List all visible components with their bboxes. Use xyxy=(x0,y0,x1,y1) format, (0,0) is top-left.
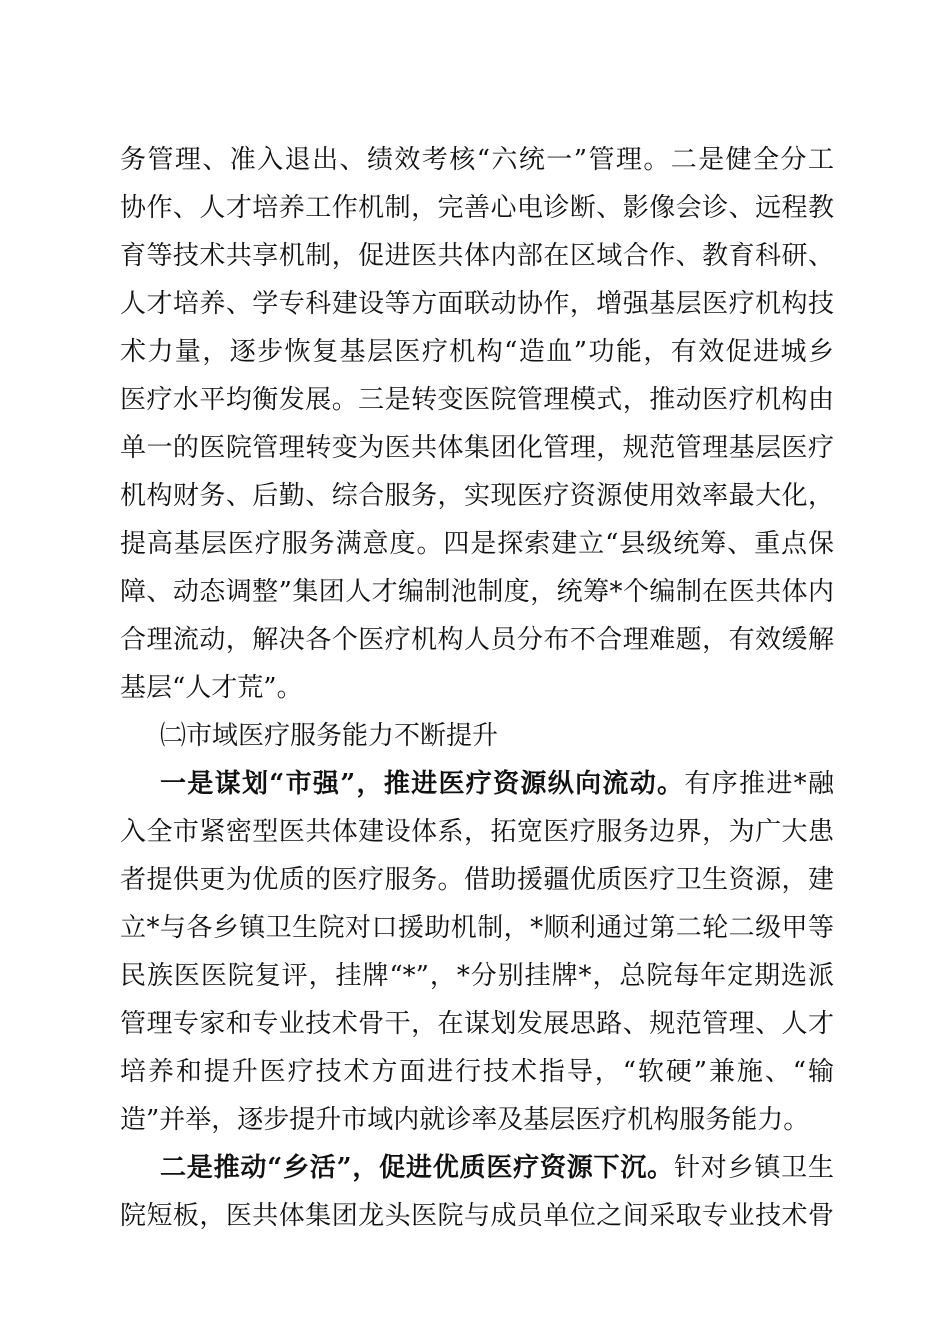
paragraph-lead: 二是推动“乡活”，促进优质医疗资源下沉。 xyxy=(160,1153,674,1183)
paragraph-text: 有序推进*融 xyxy=(684,769,834,799)
paragraph-line: 协作、人才培养工作机制，完善心电诊断、影像会诊、远程教 xyxy=(120,193,834,223)
paragraph-line: 医疗水平均衡发展。三是转变医院管理模式，推动医疗机构由 xyxy=(120,385,834,415)
paragraph-line: 障、动态调整”集团人才编制池制度，统筹*个编制在医共体内 xyxy=(120,577,834,607)
paragraph-line: 者提供更为优质的医疗服务。借助援疆优质医疗卫生资源，建 xyxy=(120,865,834,895)
paragraph-first-line xyxy=(160,769,834,799)
paragraph-line: 管理专家和专业技术骨干，在谋划发展思路、规范管理、人才 xyxy=(120,1009,834,1039)
paragraph-line: 基层“人才荒”。 xyxy=(120,673,303,703)
section-heading: ㈡市域医疗服务能力不断提升 xyxy=(160,721,499,751)
paragraph-line: 民族医医院复评，挂牌“*”，*分别挂牌*，总院每年定期选派 xyxy=(120,961,834,991)
paragraph-line: 机构财务、后勤、综合服务，实现医疗资源使用效率最大化， xyxy=(120,481,834,511)
paragraph-line: 造”并举，逐步提升市域内就诊率及基层医疗机构服务能力。 xyxy=(120,1105,810,1135)
paragraph-first-line xyxy=(160,1153,834,1183)
paragraph-line: 人才培养、学专科建设等方面联动协作，增强基层医疗机构技 xyxy=(120,289,834,319)
paragraph-line: 务管理、准入退出、绩效考核“六统一”管理。二是健全分工 xyxy=(120,145,834,175)
paragraph-line: 立*与各乡镇卫生院对口援助机制，*顺利通过第二轮二级甲等 xyxy=(120,913,834,943)
paragraph-text: 针对乡镇卫生 xyxy=(673,1153,834,1183)
paragraph-line: 术力量，逐步恢复基层医疗机构“造血”功能，有效促进城乡 xyxy=(120,337,834,367)
paragraph-line: 单一的医院管理转变为医共体集团化管理，规范管理基层医疗 xyxy=(120,433,834,463)
paragraph-line: 提高基层医疗服务满意度。四是探索建立“县级统筹、重点保 xyxy=(120,529,834,559)
paragraph-line: 培养和提升医疗技术方面进行技术指导，“软硬”兼施、“输 xyxy=(120,1057,834,1087)
paragraph-lead: 一是谋划“市强”，推进医疗资源纵向流动。 xyxy=(160,769,685,799)
paragraph-line: 院短板，医共体集团龙头医院与成员单位之间采取专业技术骨 xyxy=(120,1201,834,1231)
paragraph-line: 入全市紧密型医共体建设体系，拓宽医疗服务边界，为广大患 xyxy=(120,817,834,847)
paragraph-line: 育等技术共享机制，促进医共体内部在区域合作、教育科研、 xyxy=(120,241,834,271)
paragraph-line: 合理流动，解决各个医疗机构人员分布不合理难题，有效缓解 xyxy=(120,625,834,655)
